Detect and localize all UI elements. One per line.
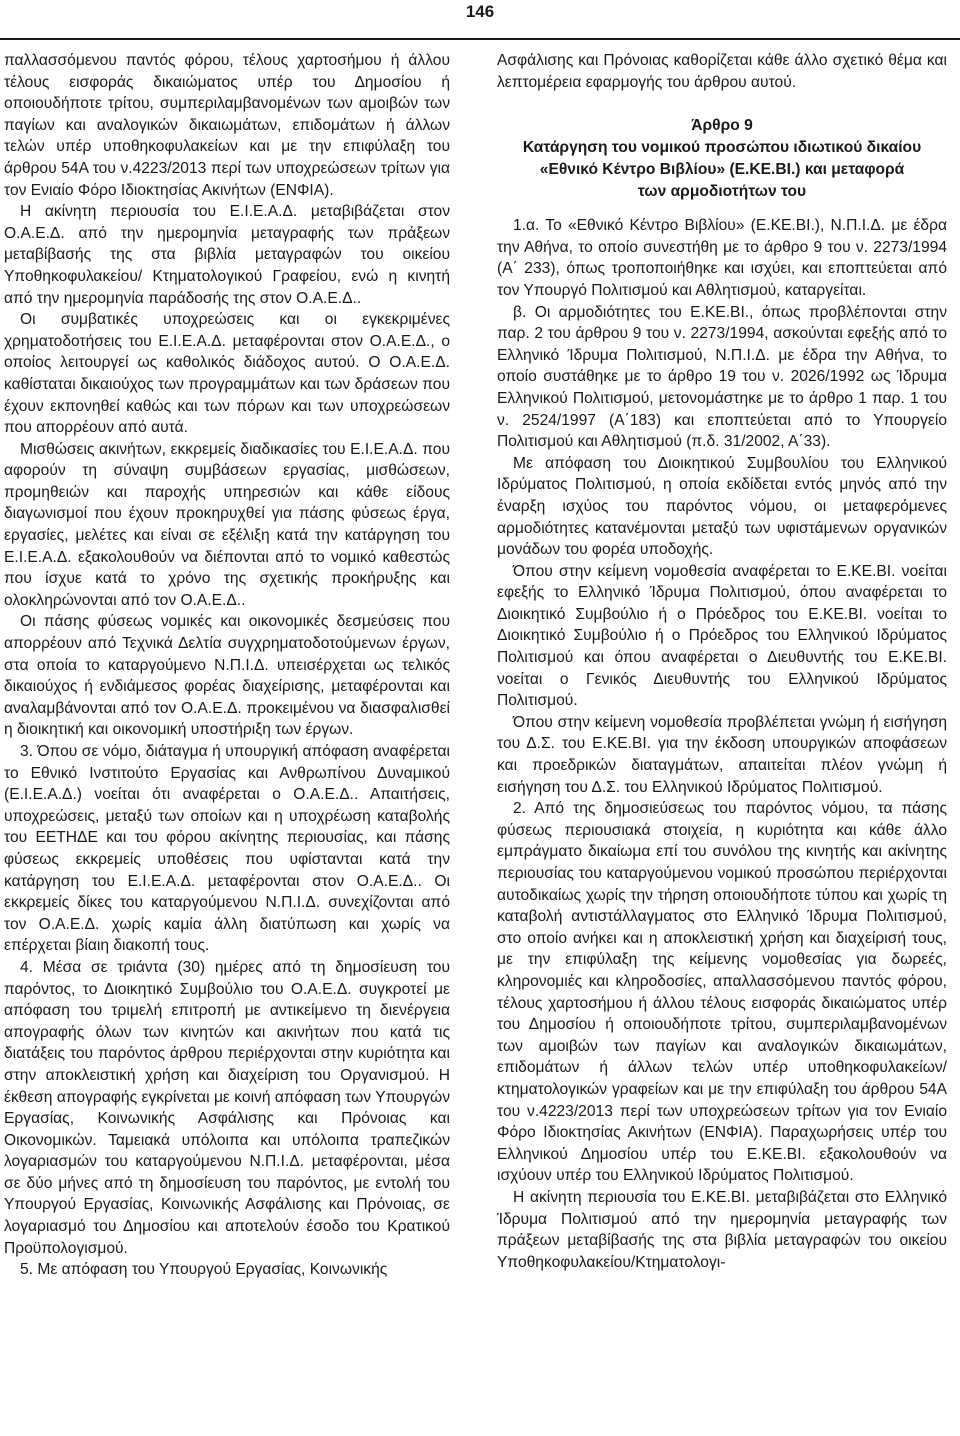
left-column <box>4 50 450 1281</box>
page-number: 146 <box>465 2 495 21</box>
article-title-line: των αρμοδιοτήτων του <box>637 183 807 201</box>
paragraph: 4. Μέσα σε τριάντα (30) ημέρες από τη δημοσίευση του παρόντος, το Διοικητικό Συμβούλιο του Ο.Α.Ε.Δ. συγκροτεί με απόφαση του τριμελή επιτροπή με αντικείμενο τη διενέργεια απογραφής όλων των κινητών και ακινήτων που κατά τις διατάξεις του παρόντος άρθρου περιέρχονται στην κυριότητα και στην αποκλειστική χρήση και διαχείριση του Οργανισμού. Η έκθεση απογραφής εγκρίνεται με κοινή απόφαση των Υπουργών Εργασίας, Κοινωνικής Ασφάλισης και Πρόνοιας και Οικονομικών. Ταμειακά υπόλοιπα και υπόλοιπα τραπεζικών λογαριασμών του καταργούμενου Ν.Π.Ι.Δ. μεταφέρονται, μέσα σε δύο μήνες από τη δημοσίευση του παρόντος, με εντολή του Υπουργού Εργασίας, Κοινωνικής Ασφάλισης και Πρόνοιας, σε λογαριασμό του Δημοσίου και αποτελούν έσοδο του Κρατικού Προϋπολογισμού. <box>4 958 450 1257</box>
paragraph: 1.α. Το «Εθνικό Κέντρο Βιβλίου» (Ε.ΚΕ.ΒΙ.), Ν.Π.Ι.Δ. με έδρα την Αθήνα, το οποίο συνεστήθη με το άρθρο 9 του ν. 2273/1994 (Α΄ 233), όπως τροποποιήθηκε και ισχύει, και εποπτεύεται από τον Υπουργό Πολιτισμού και Αθλητισμού, καταργείται. <box>497 217 947 299</box>
paragraph: β. Οι αρμοδιότητες του Ε.ΚΕ.ΒΙ., όπως προβλέπονται στην παρ. 2 του άρθρου 9 του ν. 2273/1994, ασκούνται εφεξής από το Ελληνικό Ίδρυμα Πολιτισμού, Ν.Π.Ι.Δ. με έδρα την Αθήνα, το οποίο συστάθηκε με το άρθρο 19 του ν. 2026/1992 ως Ίδρυμα Ελληνικού Πολιτισμού, μετονομάστηκε με το άρθρο 1 παρ. 1 του ν. 2524/1997 (Α΄183) και εποπτεύεται από το Υπουργείο Πολιτισμού και Αθλητισμού (π.δ. 31/2002, Α΄33). <box>497 303 947 451</box>
paragraph: Όπου στην κείμενη νομοθεσία προβλέπεται γνώμη ή εισήγηση του Δ.Σ. του Ε.ΚΕ.ΒΙ. για την έκδοση υπουργικών αποφάσεων και προεδρικών διαταγμάτων, απαιτείται πλέον γνώμη ή εισήγηση του Δ.Σ. του Ελληνικού Ιδρύματος Πολιτισμού. <box>497 713 947 796</box>
article-heading <box>497 115 947 203</box>
right-column <box>497 50 947 1273</box>
paragraph: 3. Όπου σε νόμο, διάταγμα ή υπουργική απόφαση αναφέρεται το Εθνικό Ινστιτούτο Εργασίας και Ανθρωπίνου Δυναμικού (Ε.Ι.Ε.Α.Δ.) νοείται ότι αναφέρεται ο Ο.Α.Ε.Δ.. Απαιτήσεις, υποχρεώσεις, μεταξύ των οποίων και η υποχρέωση καταβολής του ΕΕΤΗΔΕ και του φόρου ακίνητης περιουσίας, και πάσης φύσεως εκκρεμείς υποθέσεις που υφίστανται κατά την κατάργηση του Ε.Ι.Ε.Α.Δ. μεταφέρονται στον Ο.Α.Ε.Δ.. Οι εκκρεμείς δίκες του καταργούμενου Ν.Π.Ι.Δ. συνεχίζονται από τον Ο.Α.Ε.Δ. χωρίς καμία άλλη διατύπωση και χωρίς να επέρχεται βίαιη διακοπή τους. <box>4 743 450 955</box>
paragraph: Η ακίνητη περιουσία του Ε.ΚΕ.ΒΙ. μεταβιβάζεται στο Ελληνικό Ίδρυμα Πολιτισμού από την ημερομηνία μεταγραφής των πράξεων μεταβίβασής της στα βιβλία μεταγραφών του οικείου Υποθηκοφυλακείου/Κτηματολογι- <box>497 1188 947 1271</box>
paragraph: Οι συμβατικές υποχρεώσεις και οι εγκεκριμένες χρηματοδοτήσεις του Ε.Ι.Ε.Α.Δ. μεταφέρονται στον Ο.Α.Ε.Δ., ο οποίος λειτουργεί ως καθολικός διάδοχος αυτού. Ο Ο.Α.Ε.Δ. καθίσταται δικαιούχος των προγραμμάτων και των δράσεων που έχουν εκπονηθεί καθώς και των πόρων και των υποχρεώσεων που απορρέουν από αυτά. <box>4 311 450 437</box>
paragraph: 5. Με απόφαση του Υπουργού Εργασίας, Κοινωνικής <box>20 1261 388 1279</box>
paragraph: Με απόφαση του Διοικητικού Συμβουλίου του Ελληνικού Ιδρύματος Πολιτισμού, η οποία εκδίδεται εντός μηνός από την έναρξη ισχύος του παρόντος νόμου, οι μεταφερόμενες αρμοδιότητες κατανέμονται μεταξύ των υφιστάμενων οργανικών μονάδων του φορέα υποδοχής. <box>497 454 947 559</box>
paragraph: Όπου στην κείμενη νομοθεσία αναφέρεται το Ε.ΚΕ.ΒΙ. νοείται εφεξής το Ελληνικό Ίδρυμα Πολιτισμού, όπου αναφέρεται το Διοικητικό Συμβούλιο ή ο Πρόεδρος του Ε.ΚΕ.ΒΙ. νοείται το Διοικητικό Συμβούλιο ή ο Πρόεδρος του Ελληνικού Ιδρύματος Πολιτισμού και όπου αναφέρεται ο Διευθυντής του Ε.ΚΕ.ΒΙ. νοείται ο Γενικός Διευθυντής του Ελληνικού Ιδρύματος Πολιτισμού. <box>497 562 947 710</box>
paragraph: παλλασσόμενου παντός φόρου, τέλους χαρτοσήμου ή άλλου τέλους εισφοράς δικαιώματος υπέρ του Δημοσίου ή οποιουδήποτε τρίτου, συμπεριλαμβανομένων των αμοιβών των παγίων και αναλογικών δικαιωμάτων, επιδομάτων ή άλλων τελών υπέρ υποθηκοφυλακείων και με την επιφύλαξη του άρθρου 54Α του ν.4223/2013 περί των υποχρεώσεων τρίτων για τον Ενιαίο Φόρο Ιδιοκτησίας Ακινήτων (ΕΝΦΙΑ). <box>4 52 450 199</box>
paragraph: Μισθώσεις ακινήτων, εκκρεμείς διαδικασίες του Ε.Ι.Ε.Α.Δ. που αφορούν τη σύναψη συμβάσεων εργασίας, μισθώσεων, προμηθειών και παροχής υπηρεσιών και κάθε είδους διαγωνισμοί που έχουν προκηρυχθεί για πάσης φύσεως έργα, εργασίες, μελέτες και είναι σε εξέλιξη κατά την κατάργηση του Ε.Ι.Ε.Α.Δ. εξακολουθούν να διέπονται από το νομικό καθεστώς που ίσχυε κατά το χρόνο της σχετικής προκήρυξης και ολοκληρώνονται από τον Ο.Α.Ε.Δ.. <box>4 440 450 609</box>
paragraph: Η ακίνητη περιουσία του Ε.Ι.Ε.Α.Δ. μεταβιβάζεται στον Ο.Α.Ε.Δ. από την ημερομηνία μεταγραφής των πράξεων μεταβίβασής της στα βιβλία μεταγραφών του οικείου Υποθηκοφυλακείου/ Κτηματολογικού Γραφείου, ενώ η κινητή από την ημερομηνία παράδοσής της στον Ο.Α.Ε.Δ.. <box>4 203 450 307</box>
header-rule <box>0 38 960 40</box>
paragraph: Ασφάλισης και Πρόνοιας καθορίζεται κάθε άλλο σχετικό θέμα και λεπτομέρεια εφαρμογής του άρθρου αυτού. <box>497 52 947 91</box>
paragraph: Οι πάσης φύσεως νομικές και οικονομικές δεσμεύσεις που απορρέουν από Τεχνικά Δελτία συγχρηματοδοτούμενων έργων, στα οποία το καταργούμενο Ν.Π.Ι.Δ. υπεισέρχεται ως τελικός δικαιούχος ή ενδιάμεσος φορέας διαχείρισης, μεταφέρονται και αναλαμβάνονται από τον Ο.Α.Ε.Δ. προκειμένου να διασφαλισθεί η διοικητική και οικονομική υποστήριξη των έργων. <box>4 613 450 739</box>
article-number: Άρθρο 9 <box>691 117 753 135</box>
paragraph: 2. Από της δημοσιεύσεως του παρόντος νόμου, τα πάσης φύσεως περιουσιακά στοιχεία, η κυριότητα και κάθε άλλο εμπράγματο δικαίωμα επί του συνόλου της κινητής και ακίνητης περιουσίας του καταργούμενου νομικού προσώπου περιέρχονται αυτοδικαίως χωρίς την τήρηση οποιουδήποτε τύπου και χωρίς τη καταβολή αντιστάλλαγματος στο Ελληνικό Ίδρυμα Πολιτισμού, στο οποίο ανήκει και η αποκλειστική χρήση και διαχείρισή τους, με την επιφύλαξη της κείμενης νομοθεσίας για δωρεές, κληρονομιές και κληροδοσίες, απαλλασσόμενου παντός φόρου, τέλους χαρτοσήμου ή άλλου τέλους εισφοράς δικαιώματος υπέρ του Δημοσίου ή οποιουδήποτε τρίτου, συμπεριλαμβανομένων των αμοιβών των παγίων και αναλογικών δικαιωμάτων, επιδομάτων ή άλλων τελών υπέρ υποθηκοφυλακείων/κτηματολογικών γραφείων και με την επιφύλαξη του άρθρου 54Α του ν.4223/2013 περί των υποχρεώσεων τρίτων για τον Ενιαίο Φόρο Ιδιοκτησίας Ακινήτων (ΕΝΦΙΑ). Παραχωρήσεις υπέρ του Ελληνικού Δημοσίου υπέρ του Ε.ΚΕ.ΒΙ. εξακολουθούν να ισχύουν υπέρ του Ελληνικού Ιδρύματος Πολιτισμού. <box>497 800 947 1185</box>
article-title-line: «Εθνικό Κέντρο Βιβλίου» (Ε.ΚΕ.ΒΙ.) και μεταφορά <box>539 161 905 179</box>
article-title-line: Κατάργηση του νομικού προσώπου ιδιωτικού δικαίου <box>522 139 922 157</box>
